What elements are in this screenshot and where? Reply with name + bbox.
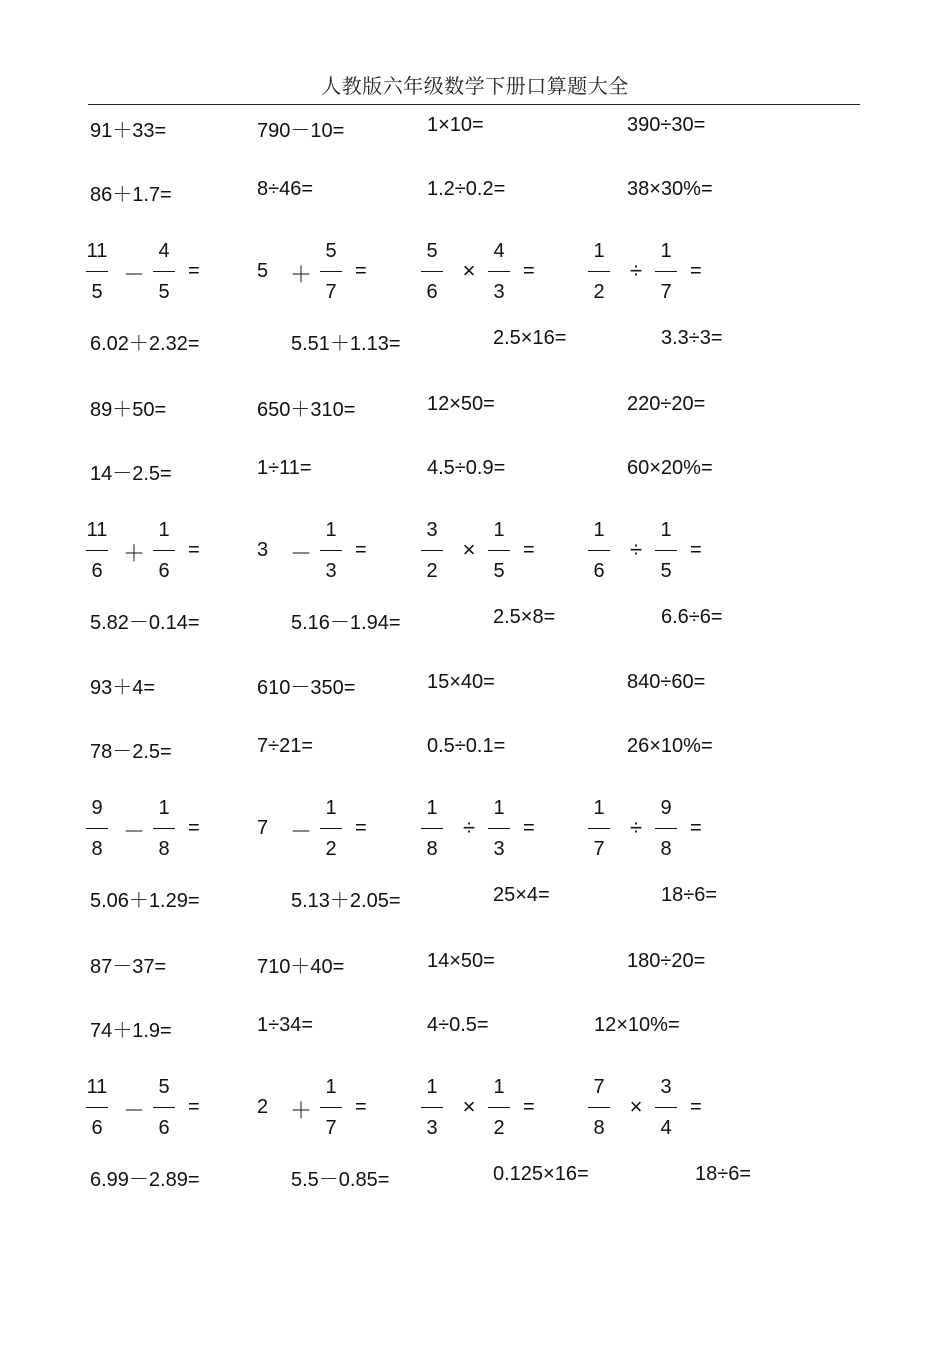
- numerator: 1: [325, 797, 337, 819]
- numerator: 1: [493, 797, 505, 819]
- equals: =: [523, 538, 535, 561]
- numerator: 4: [158, 240, 170, 262]
- denominator: 2: [493, 1116, 505, 1139]
- fraction-bar: [655, 1107, 677, 1108]
- problem: 1÷34=: [257, 1013, 314, 1036]
- numerator: 5: [325, 240, 337, 262]
- problem: 220÷20=: [627, 392, 706, 415]
- problem: 390÷30=: [627, 114, 706, 136]
- denominator: 8: [91, 838, 103, 860]
- fraction-bar: [655, 828, 677, 829]
- problem: 78－2.5=: [90, 741, 172, 763]
- denominator: 5: [91, 281, 103, 303]
- problem: 38×30%=: [627, 178, 713, 200]
- denominator: 7: [325, 281, 337, 303]
- numerator: 1: [158, 797, 170, 819]
- equals: =: [188, 260, 200, 282]
- problem: 14×50=: [427, 949, 495, 972]
- numerator: 3: [426, 518, 438, 541]
- denominator: 7: [593, 838, 605, 860]
- numerator: 1: [325, 1075, 337, 1098]
- numerator: 11: [86, 240, 108, 262]
- problem: 87－37=: [90, 955, 167, 978]
- fraction-bar: [320, 1107, 342, 1108]
- equals: =: [355, 817, 367, 839]
- problem: 840÷60=: [627, 671, 706, 693]
- problem: 5.13＋2.05=: [291, 890, 401, 912]
- denominator: 6: [91, 1116, 103, 1139]
- problem: 5.82－0.14=: [90, 611, 200, 634]
- problem: 14－2.5=: [90, 462, 172, 485]
- numerator: 9: [660, 797, 672, 819]
- problem: 89＋50=: [90, 398, 167, 421]
- fraction-bar: [320, 271, 342, 272]
- operator: ÷: [629, 815, 643, 840]
- denominator: 3: [493, 281, 505, 303]
- header-rule: [88, 104, 860, 105]
- operator: ＋: [289, 1097, 312, 1123]
- fraction-bar: [320, 550, 342, 551]
- equals: =: [523, 260, 535, 282]
- operator: ÷: [462, 815, 476, 840]
- operator: －: [122, 262, 145, 287]
- problem: 2.5×8=: [493, 605, 556, 628]
- problem: 18÷6=: [661, 884, 718, 906]
- problem: 710＋40=: [257, 955, 345, 978]
- whole-number: 2: [257, 1095, 269, 1118]
- numerator: 1: [593, 518, 605, 541]
- equals: =: [690, 538, 702, 561]
- fraction-bar: [488, 550, 510, 551]
- numerator: 1: [426, 797, 438, 819]
- denominator: 4: [660, 1116, 672, 1139]
- fraction-bar: [655, 550, 677, 551]
- whole-number: 3: [257, 538, 269, 561]
- problem: 86＋1.7=: [90, 184, 172, 206]
- problem: 18÷6=: [695, 1162, 752, 1185]
- equals: =: [690, 817, 702, 839]
- equals: =: [188, 538, 200, 561]
- page-title: 人教版六年级数学下册口算题大全: [321, 74, 629, 98]
- fraction-bar: [588, 828, 610, 829]
- denominator: 6: [593, 559, 605, 582]
- problem: 74＋1.9=: [90, 1019, 172, 1042]
- operator: ×: [462, 1093, 476, 1119]
- numerator: 1: [493, 1075, 505, 1098]
- denominator: 5: [660, 559, 672, 582]
- numerator: 5: [426, 240, 438, 262]
- problem: 25×4=: [493, 884, 550, 906]
- operator: －: [122, 1097, 145, 1123]
- problem: 0.125×16=: [493, 1162, 589, 1185]
- denominator: 8: [426, 838, 438, 860]
- whole-number: 5: [257, 260, 269, 282]
- denominator: 8: [593, 1116, 605, 1139]
- denominator: 3: [493, 838, 505, 860]
- problem: 3.3÷3=: [661, 327, 723, 349]
- problem: 6.6÷6=: [661, 605, 723, 628]
- operator: ＋: [289, 262, 312, 287]
- numerator: 5: [158, 1075, 170, 1098]
- numerator: 4: [493, 240, 505, 262]
- denominator: 8: [158, 838, 170, 860]
- equals: =: [523, 1095, 535, 1118]
- equals: =: [523, 817, 535, 839]
- fraction-bar: [86, 271, 108, 272]
- equals: =: [355, 260, 367, 282]
- denominator: 6: [158, 559, 170, 582]
- fraction-bar: [488, 828, 510, 829]
- fraction-bar: [421, 271, 443, 272]
- fraction-bar: [320, 828, 342, 829]
- operator: ÷: [629, 536, 643, 562]
- problem: 0.5÷0.1=: [427, 735, 506, 757]
- numerator: 9: [91, 797, 103, 819]
- operator: ＋: [122, 540, 145, 566]
- problem: 93＋4=: [90, 677, 156, 699]
- equals: =: [188, 817, 200, 839]
- numerator: 1: [426, 1075, 438, 1098]
- fraction-bar: [588, 550, 610, 551]
- fraction-bar: [588, 1107, 610, 1108]
- problem: 60×20%=: [627, 456, 713, 479]
- numerator: 7: [593, 1075, 605, 1098]
- denominator: 3: [426, 1116, 438, 1139]
- fraction-bar: [655, 271, 677, 272]
- fraction-bar: [153, 550, 175, 551]
- problem: 5.5－0.85=: [291, 1168, 390, 1191]
- numerator: 1: [593, 797, 605, 819]
- operator: ×: [462, 536, 476, 562]
- fraction-bar: [488, 1107, 510, 1108]
- equals: =: [355, 538, 367, 561]
- fraction-bar: [153, 271, 175, 272]
- problem: 180÷20=: [627, 949, 706, 972]
- numerator: 1: [593, 240, 605, 262]
- operator: －: [289, 540, 312, 566]
- equals: =: [690, 1095, 702, 1118]
- fraction-bar: [86, 1107, 108, 1108]
- problem: 4÷0.5=: [427, 1013, 489, 1036]
- problem: 610－350=: [257, 677, 356, 699]
- equals: =: [690, 260, 702, 282]
- denominator: 6: [158, 1116, 170, 1139]
- problem: 6.02＋2.32=: [90, 333, 200, 355]
- operator: －: [122, 819, 145, 844]
- problem: 1×10=: [427, 114, 484, 136]
- fraction-bar: [86, 550, 108, 551]
- problem: 7÷21=: [257, 735, 314, 757]
- problem: 15×40=: [427, 671, 495, 693]
- denominator: 3: [325, 559, 337, 582]
- fraction-bar: [86, 828, 108, 829]
- problem: 1.2÷0.2=: [427, 178, 506, 200]
- problem: 8÷46=: [257, 178, 314, 200]
- equals: =: [188, 1095, 200, 1118]
- problem: 5.06＋1.29=: [90, 890, 200, 912]
- fraction-bar: [153, 828, 175, 829]
- problem: 5.16－1.94=: [291, 611, 401, 634]
- numerator: 11: [86, 1075, 108, 1098]
- denominator: 5: [493, 559, 505, 582]
- denominator: 2: [426, 559, 438, 582]
- problem: 6.99－2.89=: [90, 1168, 200, 1191]
- fraction-bar: [588, 271, 610, 272]
- denominator: 2: [325, 838, 337, 860]
- denominator: 6: [91, 559, 103, 582]
- numerator: 1: [493, 518, 505, 541]
- denominator: 5: [158, 281, 170, 303]
- fraction-bar: [153, 1107, 175, 1108]
- operator: ÷: [629, 258, 643, 283]
- operator: ×: [462, 258, 476, 283]
- numerator: 1: [325, 518, 337, 541]
- whole-number: 7: [257, 817, 269, 839]
- problem: 12×50=: [427, 392, 495, 415]
- numerator: 1: [660, 240, 672, 262]
- numerator: 11: [86, 518, 108, 541]
- fraction-bar: [421, 1107, 443, 1108]
- fraction-bar: [488, 271, 510, 272]
- operator: ×: [629, 1093, 643, 1119]
- problem: 5.51＋1.13=: [291, 333, 401, 355]
- fraction-bar: [421, 550, 443, 551]
- problem: 91＋33=: [90, 120, 167, 142]
- equals: =: [355, 1095, 367, 1118]
- numerator: 1: [158, 518, 170, 541]
- problem: 4.5÷0.9=: [427, 456, 506, 479]
- numerator: 1: [660, 518, 672, 541]
- problem: 26×10%=: [627, 735, 713, 757]
- denominator: 6: [426, 281, 438, 303]
- problem: 12×10%=: [594, 1013, 680, 1036]
- numerator: 3: [660, 1075, 672, 1098]
- problem: 1÷11=: [257, 456, 312, 479]
- fraction-bar: [421, 828, 443, 829]
- problem: 790－10=: [257, 120, 345, 142]
- denominator: 7: [325, 1116, 337, 1139]
- operator: －: [289, 819, 312, 844]
- denominator: 7: [660, 281, 672, 303]
- denominator: 8: [660, 838, 672, 860]
- problem: 650＋310=: [257, 398, 356, 421]
- problem: 2.5×16=: [493, 327, 567, 349]
- denominator: 2: [593, 281, 605, 303]
